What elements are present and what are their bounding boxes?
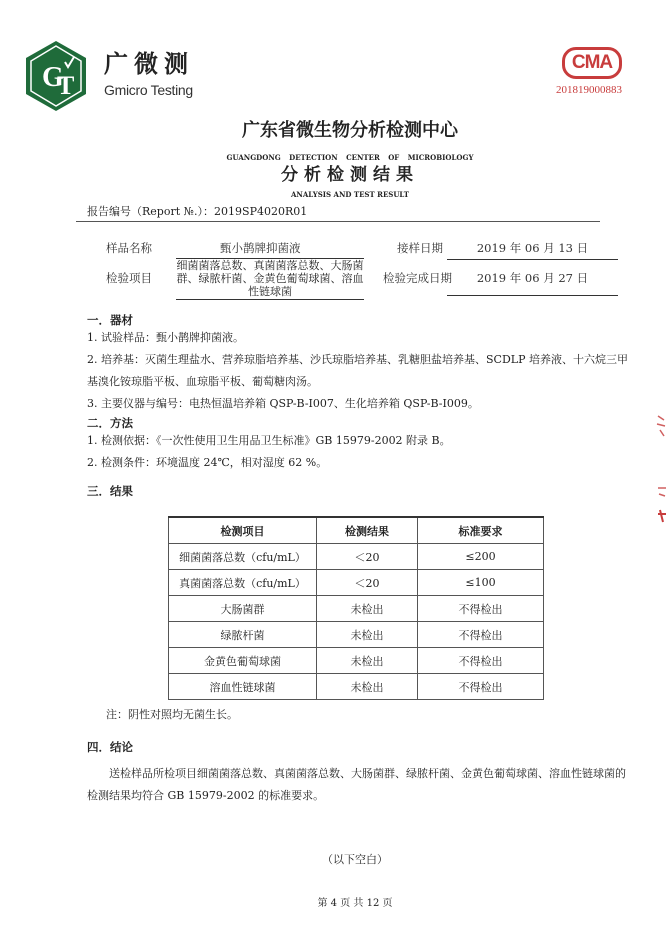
conclusion-text: 送检样品所检项目细菌菌落总数、真菌菌落总数、大肠菌群、绿脓杆菌、金黄色葡萄球菌、溶血性链球菌的检测结果均符合 GB 15979-2002 的标准要求。 [87, 767, 626, 802]
table-cell: 未检出 [317, 674, 418, 700]
table-cell: 溶血性链球菌 [169, 674, 317, 700]
table-cell: 未检出 [317, 648, 418, 674]
cma-number: 201819000883 [556, 84, 622, 96]
sample-name-value: 甄小鹊牌抑菌液 [220, 241, 301, 255]
results-heading: 三．结果 [87, 484, 133, 498]
receive-date-value: 2019 年 06 月 13 日 [447, 241, 618, 260]
table-cell: ≤200 [418, 544, 544, 570]
brand-name-cn: 广微测 [104, 50, 194, 78]
table-cell: 金黄色葡萄球菌 [169, 648, 317, 674]
results-note: 注：阴性对照均无菌生长。 [106, 708, 238, 721]
svg-text:T: T [57, 71, 75, 100]
table-row [169, 596, 544, 622]
doc-title-cn: 分析检测结果 [281, 165, 419, 185]
table-cell: ＜20 [317, 570, 418, 596]
seal-fragment-icon [652, 410, 672, 530]
finish-date-label: 检验完成日期 [383, 271, 452, 285]
items-label: 检验项目 [106, 271, 152, 285]
conclusion-heading: 四．结论 [87, 740, 133, 754]
receive-date-label: 接样日期 [397, 241, 443, 255]
table-row [169, 622, 544, 648]
gmicro-logo-icon [25, 40, 87, 112]
table-row [169, 570, 544, 596]
table-header-row [169, 517, 544, 544]
page-footer: 第 4 页 共 12 页 [317, 898, 393, 909]
materials-line: 1. 试验样品：甄小鹊牌抑菌液。 [87, 331, 244, 344]
table-cell: 不得检出 [418, 622, 544, 648]
report-number: 报告编号（Report №.）：2019SP4020R01 [87, 205, 308, 218]
table-row [169, 544, 544, 570]
materials-line: 2. 培养基：灭菌生理盐水、营养琼脂培养基、沙氏琼脂培养基、乳糖胆盐培养基、SCDLP 培养液、十六烷三甲基溴化铵琼脂平板、血琼脂平板、葡萄糖肉汤。 [87, 353, 628, 388]
svg-text:G: G [42, 62, 64, 93]
materials-heading: 一．器材 [87, 313, 133, 327]
method-line: 2. 检测条件：环境温度 24℃，相对湿度 62 %。 [87, 456, 328, 469]
header-divider [76, 221, 600, 222]
org-title-en: GUANGDONG DETECTION CENTER OF MICROBIOLOGY [226, 153, 474, 162]
cma-mark: CMA [562, 47, 622, 79]
table-cell: ＜20 [317, 544, 418, 570]
brand-name-en: Gmicro Testing [104, 82, 193, 98]
table-cell: 大肠菌群 [169, 596, 317, 622]
table-cell: ≤100 [418, 570, 544, 596]
materials-line: 3. 主要仪器与编号：电热恒温培养箱 QSP-B-I007、生化培养箱 QSP-B-I009。 [87, 397, 479, 410]
method-list [87, 430, 632, 474]
table-cell: 真菌菌落总数（cfu/mL） [169, 570, 317, 596]
column-header: 检测结果 [317, 517, 418, 544]
items-value: 细菌菌落总数、真菌菌落总数、大肠菌群、绿脓杆菌、金黄色葡萄球菌、溶血性链球菌 [176, 259, 364, 298]
table-cell: 不得检出 [418, 648, 544, 674]
column-header: 标准要求 [418, 517, 544, 544]
doc-title-en: ANALYSIS AND TEST RESULT [290, 190, 409, 199]
table-cell: 未检出 [317, 596, 418, 622]
method-line: 1. 检测依据：《一次性使用卫生用品卫生标准》GB 15979-2002 附录 B。 [87, 434, 451, 447]
results-table [168, 516, 544, 700]
table-row [169, 674, 544, 700]
table-cell: 不得检出 [418, 674, 544, 700]
table-row [169, 648, 544, 674]
blank-note: （以下空白） [322, 853, 388, 866]
materials-list [87, 327, 632, 415]
org-title-cn: 广东省微生物分析检测中心 [242, 120, 458, 141]
table-cell: 细菌菌落总数（cfu/mL） [169, 544, 317, 570]
sample-name-label: 样品名称 [106, 241, 152, 255]
column-header: 检测项目 [169, 517, 317, 544]
table-cell: 不得检出 [418, 596, 544, 622]
method-heading: 二．方法 [87, 416, 133, 430]
finish-date-value: 2019 年 06 月 27 日 [447, 271, 618, 296]
table-cell: 未检出 [317, 622, 418, 648]
table-cell: 绿脓杆菌 [169, 622, 317, 648]
